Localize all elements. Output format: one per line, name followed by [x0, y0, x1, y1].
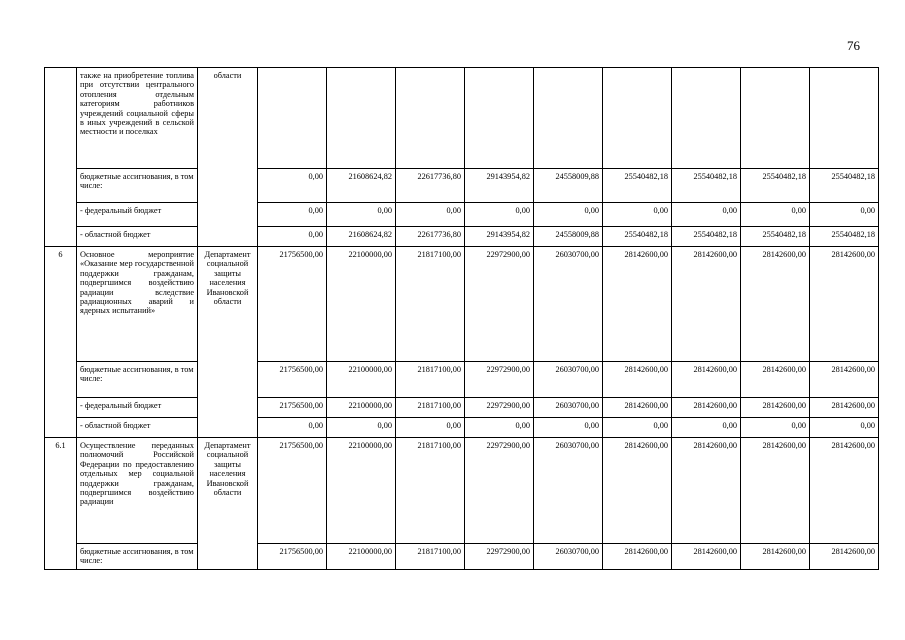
- page-number: 76: [847, 38, 860, 53]
- table-row-budget: [45, 362, 879, 398]
- table-row-budget: [45, 544, 879, 570]
- value-cell: 22972900,00: [465, 398, 534, 418]
- value-cell: 25540482,18: [810, 227, 879, 247]
- budget-line-cell: - областной бюджет: [77, 227, 198, 247]
- measure-description-cell: Основное мероприятие «Оказание мер государственной поддержки гражданам, подвергшимся воздействию радиации вследствие радиационных аварий и ядерных испытаний»: [77, 247, 198, 362]
- budget-line-cell: - федеральный бюджет: [77, 203, 198, 227]
- value-cell: 21756500,00: [258, 362, 327, 398]
- value-cell: 28142600,00: [741, 247, 810, 362]
- value-cell: [396, 68, 465, 169]
- value-cell: 25540482,18: [741, 169, 810, 203]
- table-row-measure: [45, 247, 879, 362]
- value-cell: 0,00: [258, 203, 327, 227]
- value-cell: 28142600,00: [603, 398, 672, 418]
- table-row-measure: [45, 68, 879, 169]
- budget-line-cell: - федеральный бюджет: [77, 398, 198, 418]
- value-cell: 0,00: [603, 203, 672, 227]
- value-cell: 28142600,00: [810, 247, 879, 362]
- value-cell: 28142600,00: [603, 544, 672, 570]
- table-row-budget: [45, 203, 879, 227]
- value-cell: 21756500,00: [258, 398, 327, 418]
- value-cell: 22100000,00: [327, 247, 396, 362]
- budget-line-cell: - областной бюджет: [77, 418, 198, 438]
- table-body: [45, 68, 879, 570]
- value-cell: 21817100,00: [396, 362, 465, 398]
- value-cell: 22972900,00: [465, 362, 534, 398]
- value-cell: 0,00: [534, 203, 603, 227]
- value-cell: 28142600,00: [741, 398, 810, 418]
- value-cell: 0,00: [258, 418, 327, 438]
- value-cell: 26030700,00: [534, 398, 603, 418]
- budget-line-cell: бюджетные ассигнования, в том числе:: [77, 362, 198, 398]
- table-row-budget: [45, 227, 879, 247]
- table-row-budget: [45, 398, 879, 418]
- value-cell: 21817100,00: [396, 247, 465, 362]
- value-cell: 28142600,00: [741, 362, 810, 398]
- value-cell: 25540482,18: [603, 227, 672, 247]
- value-cell: 25540482,18: [672, 169, 741, 203]
- value-cell: [603, 68, 672, 169]
- value-cell: [534, 68, 603, 169]
- value-cell: 28142600,00: [603, 247, 672, 362]
- value-cell: [672, 68, 741, 169]
- value-cell: 22100000,00: [327, 544, 396, 570]
- value-cell: 0,00: [603, 418, 672, 438]
- value-cell: 0,00: [534, 418, 603, 438]
- value-cell: 21817100,00: [396, 544, 465, 570]
- value-cell: 26030700,00: [534, 362, 603, 398]
- value-cell: 0,00: [258, 227, 327, 247]
- value-cell: [327, 68, 396, 169]
- value-cell: 26030700,00: [534, 247, 603, 362]
- value-cell: 21608624,82: [327, 227, 396, 247]
- value-cell: 29143954,82: [465, 169, 534, 203]
- value-cell: 0,00: [672, 203, 741, 227]
- value-cell: 26030700,00: [534, 438, 603, 544]
- value-cell: 21756500,00: [258, 544, 327, 570]
- value-cell: 22972900,00: [465, 247, 534, 362]
- value-cell: 0,00: [396, 418, 465, 438]
- value-cell: 28142600,00: [810, 438, 879, 544]
- value-cell: 28142600,00: [672, 362, 741, 398]
- budget-line-cell: бюджетные ассигнования, в том числе:: [77, 544, 198, 570]
- value-cell: 0,00: [810, 418, 879, 438]
- value-cell: [810, 68, 879, 169]
- value-cell: 0,00: [741, 203, 810, 227]
- value-cell: 21817100,00: [396, 438, 465, 544]
- table-row-budget: [45, 418, 879, 438]
- value-cell: 28142600,00: [603, 362, 672, 398]
- budget-table: [44, 67, 879, 570]
- value-cell: 28142600,00: [810, 544, 879, 570]
- value-cell: 28142600,00: [603, 438, 672, 544]
- value-cell: 22972900,00: [465, 544, 534, 570]
- value-cell: 29143954,82: [465, 227, 534, 247]
- value-cell: 25540482,18: [672, 227, 741, 247]
- value-cell: 25540482,18: [603, 169, 672, 203]
- value-cell: 22972900,00: [465, 438, 534, 544]
- value-cell: 25540482,18: [810, 169, 879, 203]
- value-cell: 28142600,00: [741, 438, 810, 544]
- value-cell: 28142600,00: [672, 247, 741, 362]
- value-cell: 22100000,00: [327, 398, 396, 418]
- value-cell: 0,00: [741, 418, 810, 438]
- table-row-budget: [45, 169, 879, 203]
- value-cell: [741, 68, 810, 169]
- row-number-cell: [45, 68, 77, 247]
- value-cell: 25540482,18: [741, 227, 810, 247]
- value-cell: 0,00: [327, 203, 396, 227]
- value-cell: 28142600,00: [810, 362, 879, 398]
- measure-description-cell: также на приобретение топлива при отсутствии центрального отопления отдельным категориям работников учреждений социальной сферы в иных учреждений в сельской местности и поселках: [77, 68, 198, 169]
- executor-cell: области: [198, 68, 258, 247]
- value-cell: 28142600,00: [672, 544, 741, 570]
- value-cell: 0,00: [810, 203, 879, 227]
- value-cell: 0,00: [396, 203, 465, 227]
- value-cell: 21756500,00: [258, 438, 327, 544]
- row-number-cell: 6: [45, 247, 77, 438]
- table-row-measure: [45, 438, 879, 544]
- value-cell: 24558009,88: [534, 169, 603, 203]
- value-cell: 22617736,80: [396, 169, 465, 203]
- value-cell: 0,00: [327, 418, 396, 438]
- value-cell: 28142600,00: [672, 438, 741, 544]
- value-cell: [465, 68, 534, 169]
- value-cell: 26030700,00: [534, 544, 603, 570]
- value-cell: 0,00: [465, 203, 534, 227]
- value-cell: 22100000,00: [327, 438, 396, 544]
- value-cell: 22617736,80: [396, 227, 465, 247]
- value-cell: 0,00: [465, 418, 534, 438]
- value-cell: 28142600,00: [741, 544, 810, 570]
- value-cell: 28142600,00: [810, 398, 879, 418]
- executor-cell: Департамент социальной защиты населения Ивановской области: [198, 247, 258, 438]
- value-cell: [258, 68, 327, 169]
- value-cell: 28142600,00: [672, 398, 741, 418]
- row-number-cell: 6.1: [45, 438, 77, 570]
- value-cell: 22100000,00: [327, 362, 396, 398]
- value-cell: 24558009,88: [534, 227, 603, 247]
- value-cell: 21756500,00: [258, 247, 327, 362]
- budget-line-cell: бюджетные ассигнования, в том числе:: [77, 169, 198, 203]
- measure-description-cell: Осуществление переданных полномочий Российской Федерации по предоставлению отдельных мер социальной поддержки гражданам, подвергшимся воздействию радиации: [77, 438, 198, 544]
- value-cell: 0,00: [672, 418, 741, 438]
- value-cell: 21817100,00: [396, 398, 465, 418]
- value-cell: 0,00: [258, 169, 327, 203]
- value-cell: 21608624,82: [327, 169, 396, 203]
- executor-cell: Департамент социальной защиты населения Ивановской области: [198, 438, 258, 570]
